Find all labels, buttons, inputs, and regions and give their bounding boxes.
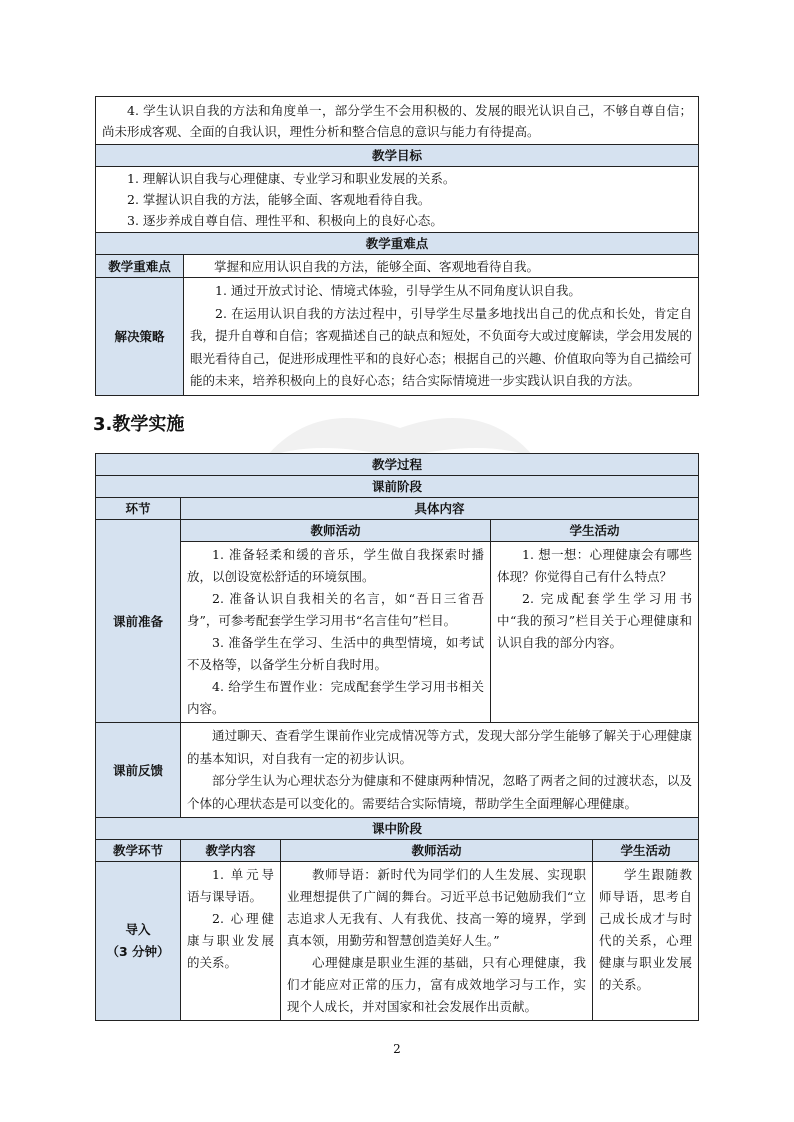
pre-stage-header: 课前阶段 <box>96 476 699 498</box>
section-title: 3.教学实施 <box>93 414 185 435</box>
col-student-activity-2: 学生活动 <box>593 840 699 862</box>
col-student-activity: 学生活动 <box>491 520 699 542</box>
intro-student-activity: 学生跟随教师导语，思考自己成长成才与时代的关系，心理健康与职业发展的关系。 <box>593 862 699 1021</box>
goals-header: 教学目标 <box>96 145 699 167</box>
key-points-header: 教学重难点 <box>96 233 699 255</box>
learner-analysis-item-4: 4. 学生认识自我的方法和角度单一，部分学生不会用积极的、发展的眼光认识自己，不够自尊自信；尚未形成客观、全面的自我认识，理性分析和整合信息的意识与能力有待提高。 <box>96 97 699 145</box>
feedback-text: 通过聊天、查看学生课前作业完成情况等方式，发现大部分学生能够了解关于心理健康的基本知识，对自我有一定的初步认识。 部分学生认为心理状态分为健康和不健康两种情况，忽略了两者之间的过渡状态，以及个体的心理状态是可以变化的。需要结合实际情境，帮助学生全面理解心理健康。 <box>181 723 699 818</box>
mid-stage-header: 课中阶段 <box>96 818 699 840</box>
page-number: 2 <box>393 1042 401 1056</box>
objectives-table <box>95 96 699 396</box>
key-points-text: 掌握和应用认识自我的方法，能够全面、客观地看待自我。 <box>184 255 699 278</box>
prep-teacher-activities: 1. 准备轻柔和缓的音乐，学生做自我探索时播放，以创设宽松舒适的环境氛围。 2. 准备认识自我相关的名言，如“吾日三省吾身”，可参考配套学生学习用书“名言佳句”栏目。 3. 准备学生在学习、生活中的典型情境，如考试不及格等，以备学生分析自我时用。 4. 给学生布置作业：完成配套学生学习用书相关内容。 <box>181 542 491 723</box>
goal-item: 1. 理解认识自我与心理健康、专业学习和职业发展的关系。 <box>127 171 456 186</box>
intro-content: 1. 单元导语与课导语。 2. 心理健康与职业发展的关系。 <box>181 862 281 1021</box>
intro-label: 导入 （3 分钟） <box>96 862 181 1021</box>
feedback-label: 课前反馈 <box>96 723 181 818</box>
intro-time: （3 分钟） <box>106 944 170 959</box>
key-points-label: 教学重难点 <box>96 255 184 278</box>
process-table <box>95 453 699 1021</box>
prep-student-activities: 1. 想一想：心理健康会有哪些体现？你觉得自己有什么特点？ 2. 完成配套学生学习用书中“我的预习”栏目关于心理健康和认识自我的部分内容。 <box>491 542 699 723</box>
process-title: 教学过程 <box>96 454 699 476</box>
goal-item: 3. 逐步养成自尊自信、理性平和、积极向上的良好心态。 <box>127 213 443 228</box>
col-teaching-link: 教学环节 <box>96 840 181 862</box>
goals-list <box>96 167 699 233</box>
prep-label: 课前准备 <box>96 520 181 723</box>
col-stage: 环节 <box>96 498 181 520</box>
col-teacher-activity: 教师活动 <box>181 520 491 542</box>
goal-item: 2. 掌握认识自我的方法，能够全面、客观地看待自我。 <box>127 192 431 207</box>
strategy-text: 1. 通过开放式讨论、情境式体验，引导学生从不同角度认识自我。 2. 在运用认识自我的方法过程中，引导学生尽量多地找出自己的优点和长处，肯定自我，提升自尊和自信；客观描述自己的缺点和短处，不负面夸大或过度解读，学会用发展的眼光看待自己，促进形成理性平和的良好心态；根据自己的兴趣、价值取向等为自己描绘可能的未来，培养积极向上的良好心态；结合实际情境进一步实践认识自我的方法。 <box>184 278 699 396</box>
strategy-label: 解决策略 <box>96 278 184 396</box>
col-teacher-activity-2: 教师活动 <box>281 840 593 862</box>
intro-teacher-activity: 教师导语：新时代为同学们的人生发展、实现职业理想提供了广阔的舞台。习近平总书记勉励我们“立志追求人无我有、人有我优、技高一筹的境界，学到真本领，用勤劳和智慧创造美好人生。” 心理健康是职业生涯的基础，只有心理健康，我们才能应对正常的压力，富有成效地学习与工作，实现个人成长，并对国家和社会发展作出贡献。 <box>281 862 593 1021</box>
col-lesson-content: 教学内容 <box>181 840 281 862</box>
col-content: 具体内容 <box>181 498 699 520</box>
